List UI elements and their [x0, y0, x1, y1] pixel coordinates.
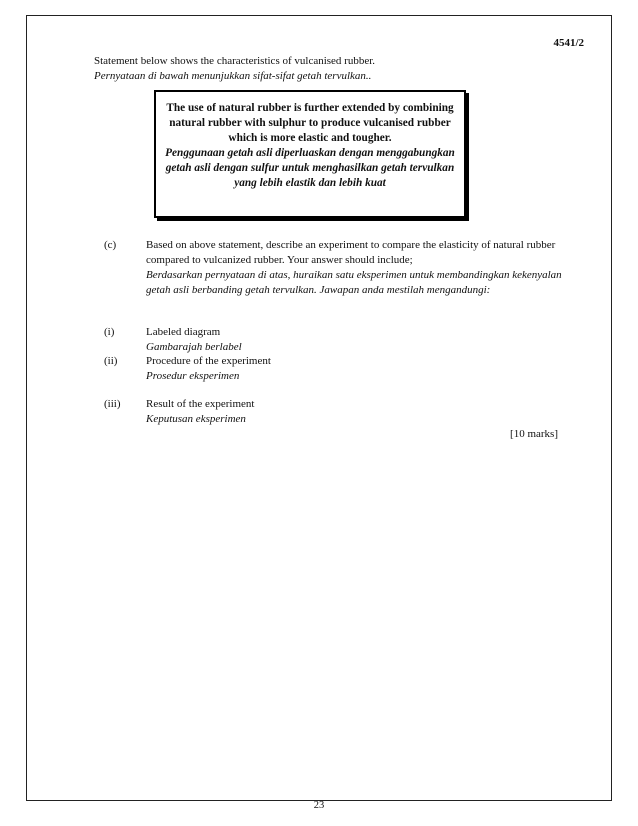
part-malay: Prosedur eksperimen: [146, 370, 240, 382]
part-number: (ii): [104, 355, 118, 367]
part-malay: Gambarajah berlabel: [146, 341, 242, 353]
intro-malay: Pernyataan di bawah menunjukkan sifat-sifat getah tervulkan..: [94, 70, 372, 82]
part-iii: [104, 397, 574, 427]
part-english: Result of the experiment: [146, 398, 255, 410]
part-english: Procedure of the experiment: [146, 355, 271, 367]
paper-code: 4541/2: [553, 37, 584, 49]
marks-allocation: [10 marks]: [510, 428, 558, 440]
part-number: (i): [104, 326, 115, 338]
part-i: [104, 325, 574, 355]
statement-english: The use of natural rubber is further extended by combining natural rubber with sulphur to produce vulcanised rubber which is more elastic and tougher.: [166, 102, 454, 144]
question-number: (c): [104, 239, 117, 251]
statement-malay: Penggunaan getah asli diperluaskan dengan menggabungkan getah asli dengan sulfur untuk menghasilkan getah tervulkan yang lebih elastik dan lebih kuat: [165, 147, 455, 189]
page-number: 23: [313, 800, 325, 811]
statement-box: [154, 90, 466, 218]
part-number: (iii): [104, 398, 121, 410]
question-english: Based on above statement, describe an experiment to compare the elasticity of natural rubber compared to vulcanized rubber. Your answer should include;: [146, 239, 556, 266]
part-ii: [104, 354, 574, 384]
part-malay: Keputusan eksperimen: [146, 413, 246, 425]
part-english: Labeled diagram: [146, 326, 221, 338]
intro-english: Statement below shows the characteristics of vulcanised rubber.: [94, 55, 376, 67]
question-malay: Berdasarkan pernyataan di atas, huraikan satu eksperimen untuk membandingkan kekenyalan getah asli berbanding getah tervulkan. Jawapan anda mestilah mengandungi:: [146, 269, 562, 296]
question-c: [104, 238, 574, 298]
intro-text: [94, 54, 564, 84]
